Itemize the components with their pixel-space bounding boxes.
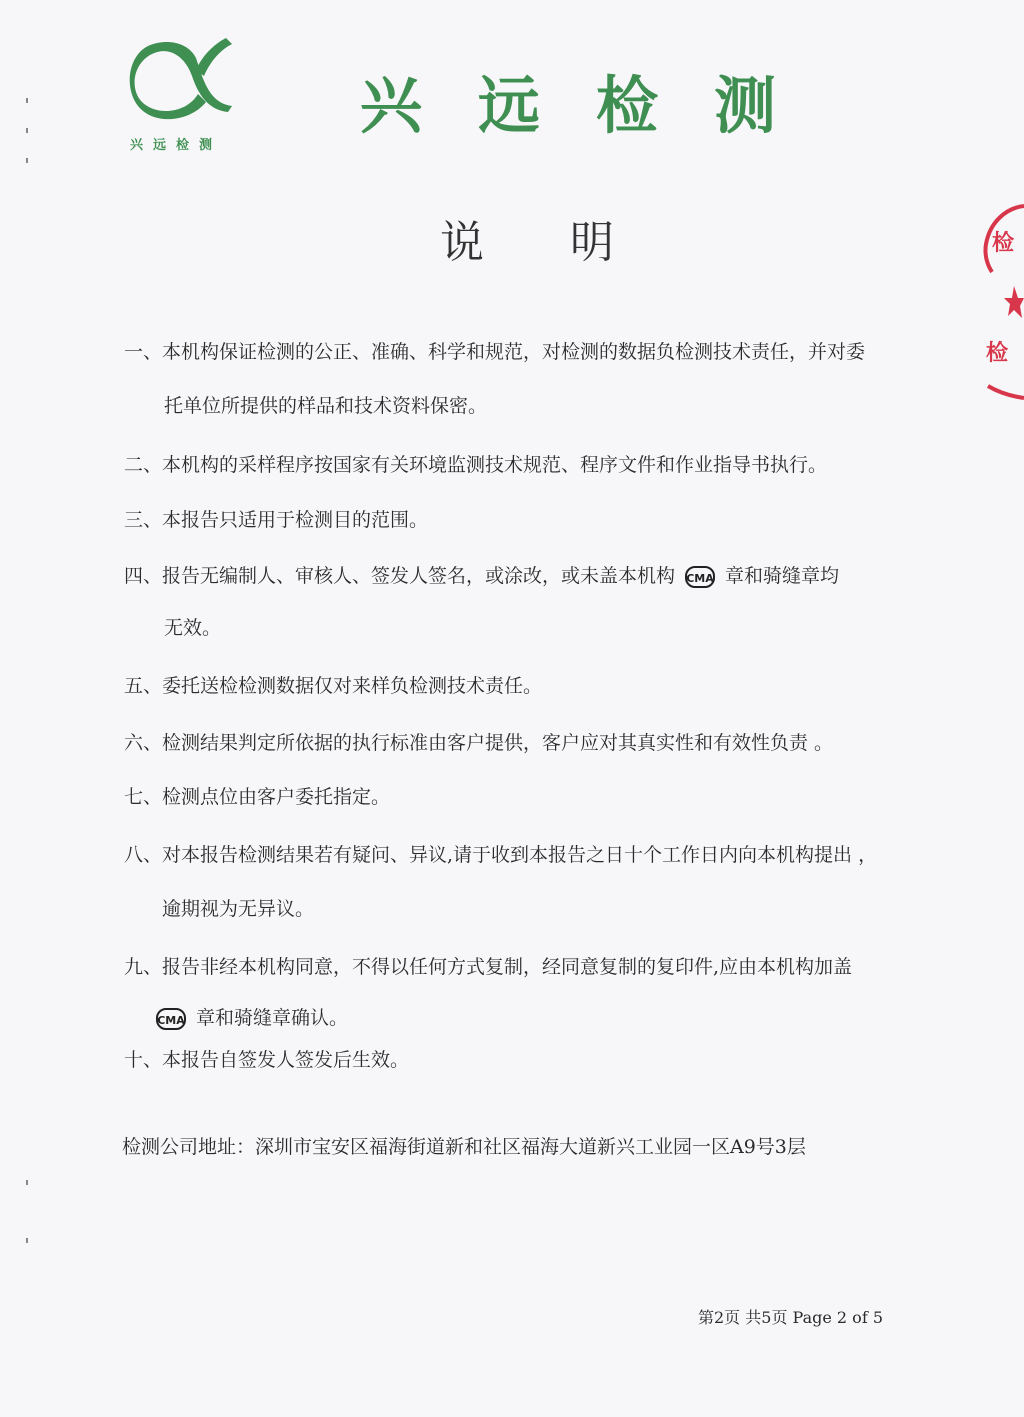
page-footer: 第2页 共5页 Page 2 of 5 [698,1308,884,1327]
svg-text:CMA: CMA [157,1014,185,1027]
clause-5 [124,671,542,698]
clause-3 [124,505,428,532]
clause-4 [124,561,839,588]
svg-text:检: 检 [992,231,1015,256]
clause-text: 委托送检检测数据仅对来样负检测技术责任。 [162,675,543,697]
clause-text: 章和骑缝章确认。 [196,1007,349,1029]
clause-1 [124,337,865,364]
clause-text: 本报告自签发人签发后生效。 [162,1049,410,1071]
clause-1-continued: 托单位所提供的样品和技术资料保密。 [164,395,488,417]
clause-2 [124,450,827,477]
clause-8 [124,840,877,867]
company-logo [128,36,238,156]
binding-mark [26,158,28,163]
clause-number: 十、 [124,1049,163,1071]
red-seal-icon [978,200,1024,400]
clause-text-after: 章和骑缝章均 [725,565,840,587]
company-address: 检测公司地址：深圳市宝安区福海街道新和社区福海大道新兴工业园一区A9号3层 [122,1136,806,1158]
logo-caption: 兴远检测 [130,138,223,153]
page-title: 说明 [440,217,700,268]
svg-text:检: 检 [986,341,1009,366]
clause-8-continued: 逾期视为无异议。 [162,898,315,920]
clause-number: 九、 [124,956,163,978]
clause-text: 对本报告检测结果若有疑问、异议,请于收到本报告之日十个工作日内向本机构提出 ， [162,844,878,866]
clause-7 [124,782,390,809]
alpha-logo-icon [128,36,238,126]
binding-mark [26,98,28,103]
clause-9 [124,952,852,979]
clause-text: 报告无编制人、审核人、签发人签名，或涂改，或未盖本机构 [162,565,676,587]
clause-text: 本机构保证检测的公正、准确、科学和规范，对检测的数据负检测技术责任，并对委 [162,341,866,363]
clause-text: 检测结果判定所依据的执行标准由客户提供，客户应对其真实性和有效性负责 。 [162,732,834,754]
clause-number: 一、 [124,341,163,363]
clause-text: 报告非经本机构同意，不得以任何方式复制，经同意复制的复印件,应由本机构加盖 [162,956,853,978]
clause-number: 四、 [124,565,163,587]
clause-number: 八、 [124,844,163,866]
cma-mark-icon [685,566,715,588]
clause-text: 检测点位由客户委托指定。 [162,786,391,808]
clause-6 [124,728,833,755]
clause-10 [124,1045,409,1072]
clause-9-continued [156,1003,348,1030]
clause-4-continued: 无效。 [164,617,222,639]
clause-number: 二、 [124,454,163,476]
binding-mark [26,1238,28,1243]
clause-number: 五、 [124,675,163,697]
brand-title: 兴远检测 [360,69,833,142]
clause-number: 七、 [124,786,163,808]
clause-text: 本机构的采样程序按国家有关环境监测技术规范、程序文件和作业指导书执行。 [162,454,828,476]
clause-number: 三、 [124,509,163,531]
cma-mark-icon [156,1008,186,1030]
clause-number: 六、 [124,732,163,754]
binding-mark [26,1180,28,1185]
svg-text:CMA: CMA [686,572,714,585]
clause-text: 本报告只适用于检测目的范围。 [162,509,429,531]
binding-mark [26,128,28,133]
